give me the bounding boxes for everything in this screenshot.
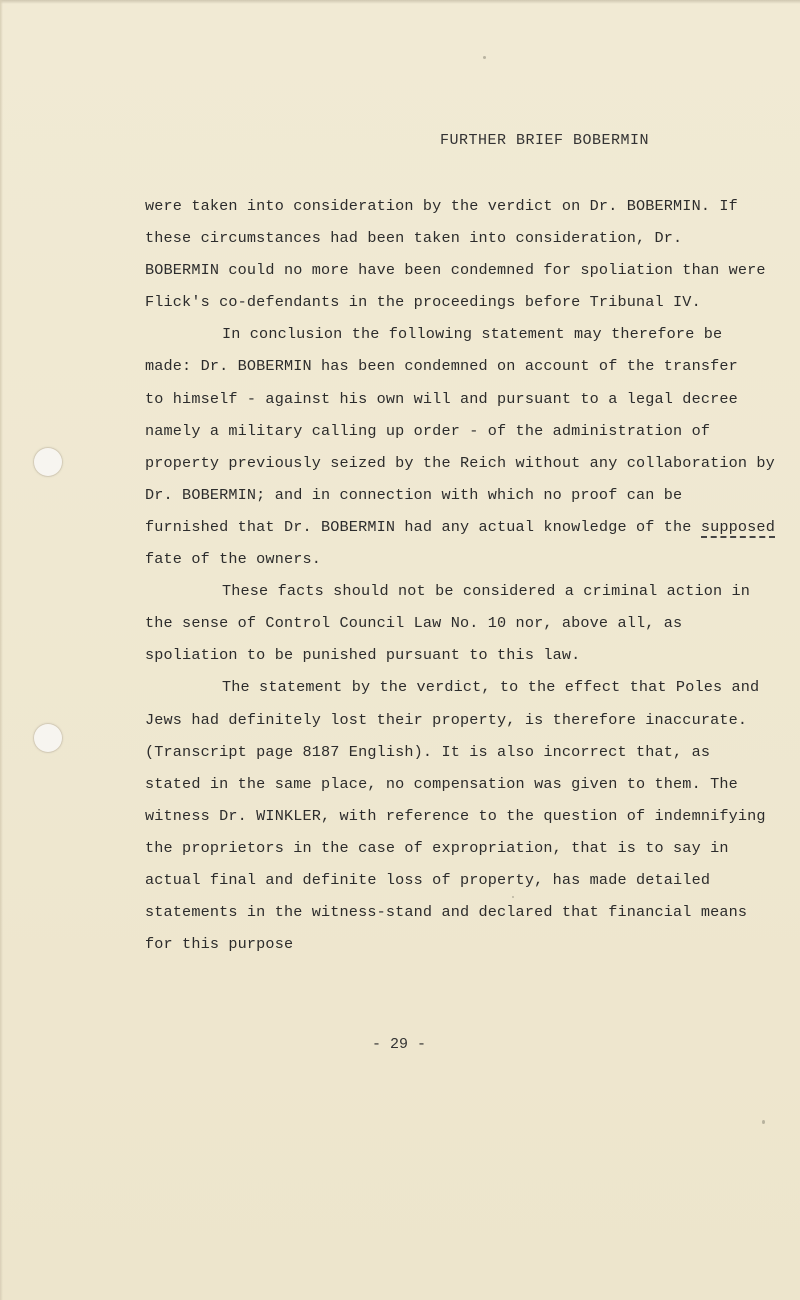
text-line: Dr. BOBERMIN; and in connection with which no proof can be	[145, 485, 683, 504]
text-line: witness Dr. WINKLER, with reference to the question of indemnifying	[145, 806, 766, 825]
paper-speck	[483, 56, 486, 59]
page-header: FURTHER BRIEF BOBERMIN	[440, 132, 650, 149]
text-line: Jews had definitely lost their property, is therefore inaccurate.	[145, 710, 748, 729]
text-line: the proprietors in the case of expropriation, that is to say in	[145, 838, 729, 857]
text-line: these circumstances had been taken into consideration, Dr.	[145, 229, 683, 248]
text-line: statements in the witness-stand and declared that financial means	[145, 903, 748, 922]
text-line: The statement by the verdict, to the effect that Poles and	[222, 678, 760, 697]
text-line: for this purpose	[145, 935, 294, 954]
text-line-with-underline	[145, 511, 775, 543]
text-line-segment: furnished that Dr. BOBERMIN had any actual knowledge of the	[145, 517, 692, 536]
text-line: actual final and definite loss of property, has made detailed	[145, 870, 711, 889]
punch-hole-lower	[33, 723, 63, 753]
page-left-edge	[0, 0, 3, 1300]
text-line: These facts should not be considered a criminal action in	[222, 582, 751, 601]
text-line: In conclusion the following statement may therefore be	[222, 325, 723, 344]
text-line: property previously seized by the Reich without any collaboration by	[145, 453, 775, 472]
text-line: namely a military calling up order - of the administration of	[145, 421, 711, 440]
text-line: fate of the owners.	[145, 550, 322, 569]
text-line: BOBERMIN could no more have been condemned for spoliation than were	[145, 261, 766, 280]
text-line: the sense of Control Council Law No. 10 nor, above all, as	[145, 614, 683, 633]
text-line: spoliation to be punished pursuant to this law.	[145, 646, 581, 665]
text-line: stated in the same place, no compensation was given to them. The	[145, 774, 738, 793]
text-line: were taken into consideration by the verdict on Dr. BOBERMIN. If	[145, 197, 738, 215]
text-line: (Transcript page 8187 English). It is also incorrect that, as	[145, 742, 711, 761]
text-line: to himself - against his own will and pursuant to a legal decree	[145, 389, 738, 408]
underlined-word: supposed	[700, 517, 775, 536]
punch-hole-upper	[33, 447, 63, 477]
paper-speck	[762, 1120, 765, 1124]
text-line: made: Dr. BOBERMIN has been condemned on account of the transfer	[145, 357, 738, 376]
page-number: - 29 -	[372, 1036, 427, 1053]
paper-speck	[512, 896, 514, 898]
text-line: Flick's co-defendants in the proceedings before Tribunal IV.	[145, 293, 701, 312]
body-text	[145, 190, 775, 960]
page-top-edge	[0, 0, 800, 4]
